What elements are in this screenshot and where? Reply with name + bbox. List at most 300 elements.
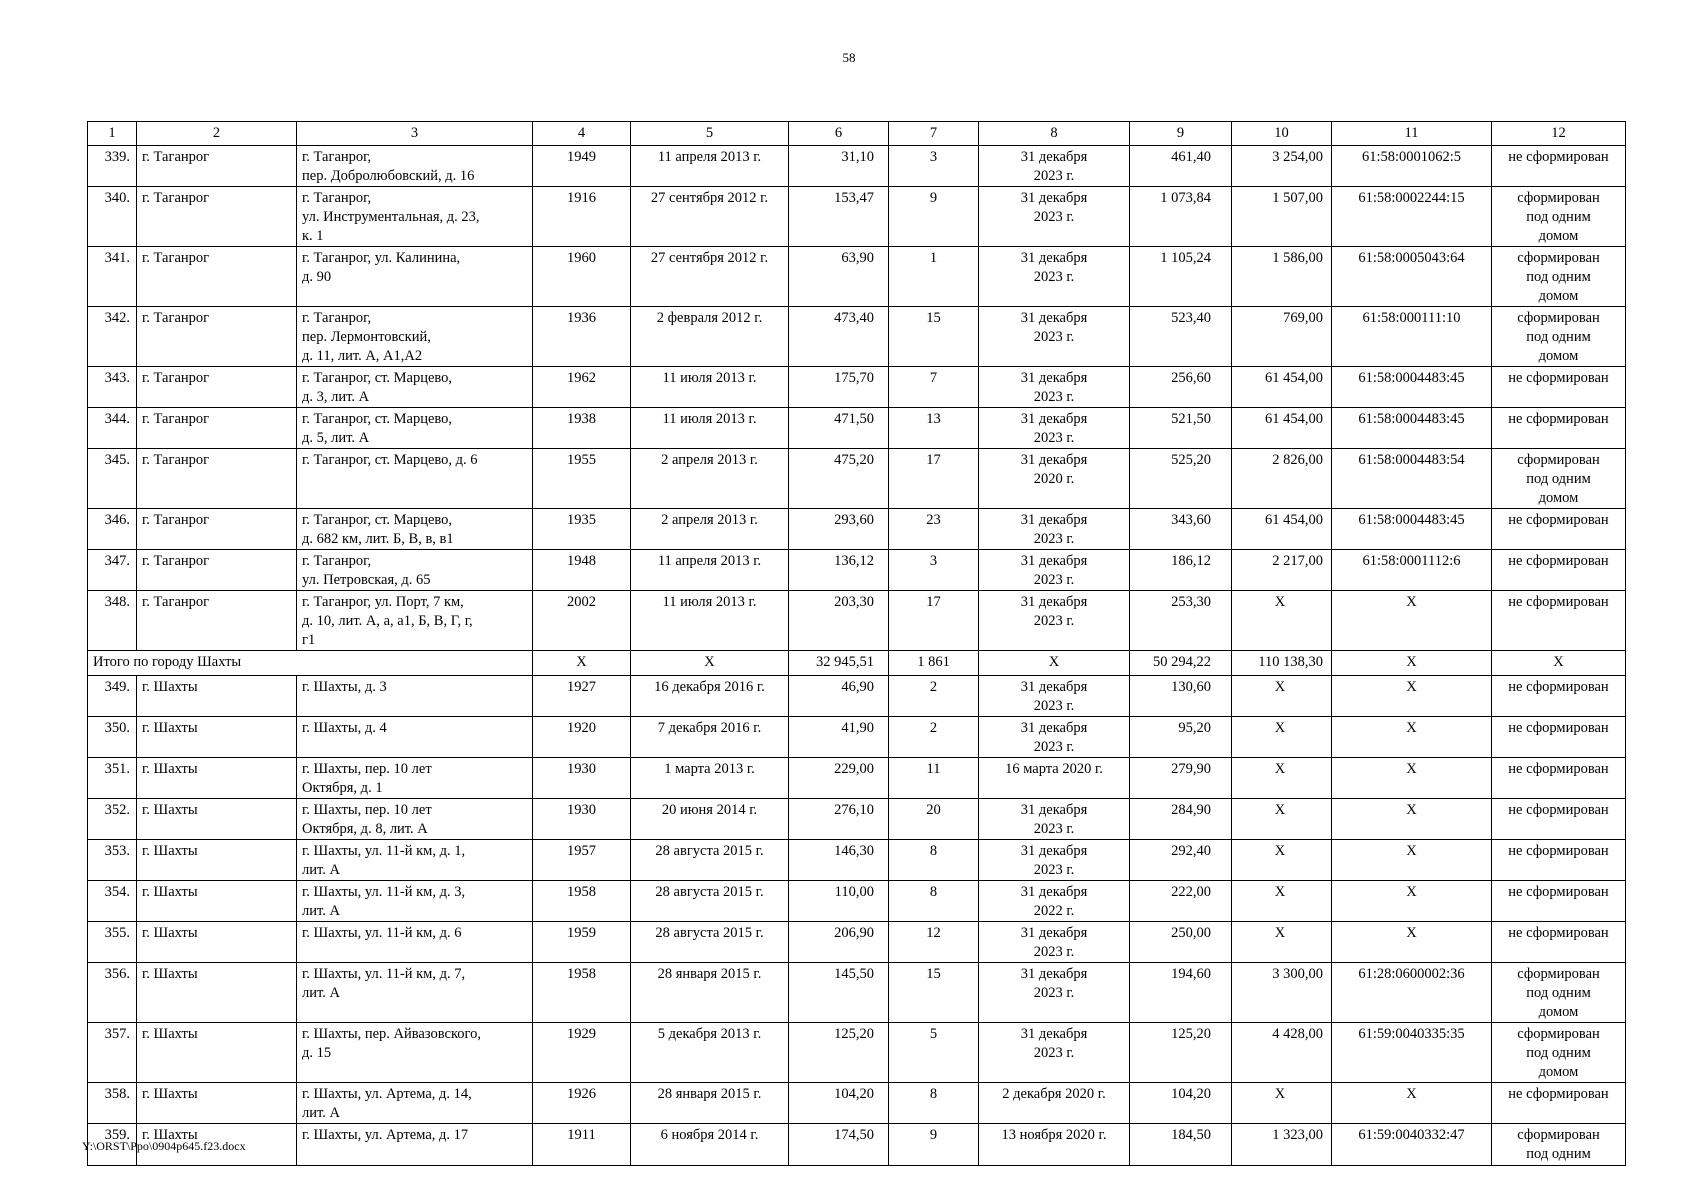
table-row bbox=[88, 509, 1626, 550]
city-cell: г. Шахты bbox=[137, 717, 297, 758]
date-cell: 2 апреля 2013 г. bbox=[631, 509, 789, 550]
people-cell: 15 bbox=[889, 963, 979, 1023]
deadline-cell: 13 ноября 2020 г. bbox=[979, 1124, 1130, 1166]
area-cell: 175,70 bbox=[789, 367, 889, 408]
year-cell: 1959 bbox=[533, 922, 631, 963]
city-cell: г. Таганрог bbox=[137, 367, 297, 408]
address-cell: г. Таганрог, ул. Петровская, д. 65 bbox=[297, 550, 533, 591]
area2-cell: 1 073,84 bbox=[1130, 187, 1232, 247]
land-area-cell: 61 454,00 bbox=[1232, 509, 1332, 550]
cadastre-cell: 61:59:0040335:35 bbox=[1332, 1023, 1492, 1083]
row-number: 358. bbox=[88, 1083, 137, 1124]
address-cell: г. Таганрог, пер. Добролюбовский, д. 16 bbox=[297, 146, 533, 187]
year-cell: 1960 bbox=[533, 247, 631, 307]
year-cell: 1930 bbox=[533, 799, 631, 840]
deadline-cell: 31 декабря 2023 г. bbox=[979, 550, 1130, 591]
status-cell: не сформирован bbox=[1492, 758, 1626, 799]
area2-cell: 186,12 bbox=[1130, 550, 1232, 591]
table-row bbox=[88, 1083, 1626, 1124]
people-cell: 3 bbox=[889, 550, 979, 591]
status-cell: сформирован под одним домом bbox=[1492, 247, 1626, 307]
people-cell: 5 bbox=[889, 1023, 979, 1083]
year-cell: 1930 bbox=[533, 758, 631, 799]
year-cell: 1958 bbox=[533, 881, 631, 922]
year-cell: 1911 bbox=[533, 1124, 631, 1166]
land-area-cell: Х bbox=[1232, 1083, 1332, 1124]
year-cell: 1948 bbox=[533, 550, 631, 591]
address-cell: г. Таганрог, ст. Марцево, д. 6 bbox=[297, 449, 533, 509]
status-cell: не сформирован bbox=[1492, 1083, 1626, 1124]
city-cell: г. Таганрог bbox=[137, 509, 297, 550]
table-row bbox=[88, 717, 1626, 758]
date-cell: 1 марта 2013 г. bbox=[631, 758, 789, 799]
area-cell: 63,90 bbox=[789, 247, 889, 307]
total-year-cell: Х bbox=[533, 651, 631, 676]
address-cell: г. Шахты, д. 4 bbox=[297, 717, 533, 758]
status-cell: не сформирован bbox=[1492, 717, 1626, 758]
row-number: 351. bbox=[88, 758, 137, 799]
area-cell: 46,90 bbox=[789, 676, 889, 717]
people-cell: 7 bbox=[889, 367, 979, 408]
people-cell: 9 bbox=[889, 187, 979, 247]
cadastre-cell: Х bbox=[1332, 922, 1492, 963]
city-cell: г. Таганрог bbox=[137, 187, 297, 247]
cadastre-cell: 61:58:0005043:64 bbox=[1332, 247, 1492, 307]
date-cell: 11 апреля 2013 г. bbox=[631, 550, 789, 591]
people-cell: 1 bbox=[889, 247, 979, 307]
date-cell: 7 декабря 2016 г. bbox=[631, 717, 789, 758]
address-cell: г. Таганрог, ст. Марцево, д. 5, лит. А bbox=[297, 408, 533, 449]
row-number: 343. bbox=[88, 367, 137, 408]
year-cell: 1955 bbox=[533, 449, 631, 509]
date-cell: 28 августа 2015 г. bbox=[631, 922, 789, 963]
row-number: 340. bbox=[88, 187, 137, 247]
table-row bbox=[88, 449, 1626, 509]
table-row bbox=[88, 922, 1626, 963]
area2-cell: 184,50 bbox=[1130, 1124, 1232, 1166]
cadastre-cell: 61:58:0004483:45 bbox=[1332, 509, 1492, 550]
table-row bbox=[88, 799, 1626, 840]
city-cell: г. Шахты bbox=[137, 922, 297, 963]
deadline-cell: 31 декабря 2023 г. bbox=[979, 676, 1130, 717]
address-cell: г. Шахты, ул. 11-й км, д. 3, лит. А bbox=[297, 881, 533, 922]
address-cell: г. Шахты, пер. Айвазовского, д. 15 bbox=[297, 1023, 533, 1083]
date-cell: 20 июня 2014 г. bbox=[631, 799, 789, 840]
area-cell: 229,00 bbox=[789, 758, 889, 799]
deadline-cell: 31 декабря 2023 г. bbox=[979, 799, 1130, 840]
table-row bbox=[88, 963, 1626, 1023]
people-cell: 8 bbox=[889, 1083, 979, 1124]
land-area-cell: Х bbox=[1232, 676, 1332, 717]
cadastre-cell: Х bbox=[1332, 717, 1492, 758]
city-cell: г. Таганрог bbox=[137, 307, 297, 367]
date-cell: 28 января 2015 г. bbox=[631, 1083, 789, 1124]
row-number: 347. bbox=[88, 550, 137, 591]
table-row bbox=[88, 367, 1626, 408]
land-area-cell: 61 454,00 bbox=[1232, 408, 1332, 449]
area2-cell: 253,30 bbox=[1130, 591, 1232, 651]
row-number: 350. bbox=[88, 717, 137, 758]
date-cell: 16 декабря 2016 г. bbox=[631, 676, 789, 717]
address-cell: г. Шахты, ул. 11-й км, д. 1, лит. А bbox=[297, 840, 533, 881]
area2-cell: 1 105,24 bbox=[1130, 247, 1232, 307]
area2-cell: 125,20 bbox=[1130, 1023, 1232, 1083]
city-cell: г. Таганрог bbox=[137, 550, 297, 591]
people-cell: 20 bbox=[889, 799, 979, 840]
area-cell: 206,90 bbox=[789, 922, 889, 963]
area-cell: 203,30 bbox=[789, 591, 889, 651]
deadline-cell: 31 декабря 2023 г. bbox=[979, 509, 1130, 550]
file-path-footer: Y:\ORST\Ppo\0904p645.f23.docx bbox=[82, 1139, 246, 1153]
deadline-cell: 31 декабря 2023 г. bbox=[979, 922, 1130, 963]
land-area-cell: 2 826,00 bbox=[1232, 449, 1332, 509]
address-cell: г. Шахты, ул. Артема, д. 17 bbox=[297, 1124, 533, 1166]
deadline-cell: 31 декабря 2023 г. bbox=[979, 591, 1130, 651]
status-cell: не сформирован bbox=[1492, 591, 1626, 651]
land-area-cell: Х bbox=[1232, 591, 1332, 651]
total-deadline-cell: Х bbox=[979, 651, 1130, 676]
total-people-cell: 1 861 bbox=[889, 651, 979, 676]
table-row bbox=[88, 307, 1626, 367]
area-cell: 153,47 bbox=[789, 187, 889, 247]
row-number: 359. bbox=[88, 1124, 137, 1166]
year-cell: 1957 bbox=[533, 840, 631, 881]
address-cell: г. Шахты, ул. Артема, д. 14, лит. А bbox=[297, 1083, 533, 1124]
date-cell: 28 января 2015 г. bbox=[631, 963, 789, 1023]
date-cell: 6 ноября 2014 г. bbox=[631, 1124, 789, 1166]
column-number-row bbox=[88, 122, 1626, 146]
city-cell: г. Шахты bbox=[137, 881, 297, 922]
row-number: 342. bbox=[88, 307, 137, 367]
status-cell: сформирован под одним домом bbox=[1492, 307, 1626, 367]
date-cell: 28 августа 2015 г. bbox=[631, 840, 789, 881]
people-cell: 9 bbox=[889, 1124, 979, 1166]
people-cell: 11 bbox=[889, 758, 979, 799]
deadline-cell: 31 декабря 2023 г. bbox=[979, 307, 1130, 367]
land-area-cell: 769,00 bbox=[1232, 307, 1332, 367]
total-land-area-cell: 110 138,30 bbox=[1232, 651, 1332, 676]
row-number: 341. bbox=[88, 247, 137, 307]
column-number: 8 bbox=[979, 122, 1130, 146]
area-cell: 174,50 bbox=[789, 1124, 889, 1166]
date-cell: 27 сентября 2012 г. bbox=[631, 187, 789, 247]
cadastre-cell: 61:58:0001112:6 bbox=[1332, 550, 1492, 591]
column-number: 12 bbox=[1492, 122, 1626, 146]
row-number: 353. bbox=[88, 840, 137, 881]
date-cell: 5 декабря 2013 г. bbox=[631, 1023, 789, 1083]
table-row bbox=[88, 187, 1626, 247]
status-cell: сформирован под одним домом bbox=[1492, 449, 1626, 509]
cadastre-cell: Х bbox=[1332, 758, 1492, 799]
status-cell: не сформирован bbox=[1492, 408, 1626, 449]
deadline-cell: 31 декабря 2023 г. bbox=[979, 717, 1130, 758]
row-number: 355. bbox=[88, 922, 137, 963]
year-cell: 2002 bbox=[533, 591, 631, 651]
city-cell: г. Шахты bbox=[137, 799, 297, 840]
date-cell: 2 апреля 2013 г. bbox=[631, 449, 789, 509]
table-row bbox=[88, 550, 1626, 591]
deadline-cell: 31 декабря 2023 г. bbox=[979, 963, 1130, 1023]
area2-cell: 256,60 bbox=[1130, 367, 1232, 408]
land-area-cell: 1 507,00 bbox=[1232, 187, 1332, 247]
city-cell: г. Таганрог bbox=[137, 449, 297, 509]
people-cell: 8 bbox=[889, 840, 979, 881]
housing-table bbox=[87, 121, 1626, 1166]
column-number: 9 bbox=[1130, 122, 1232, 146]
land-area-cell: 4 428,00 bbox=[1232, 1023, 1332, 1083]
column-number: 2 bbox=[137, 122, 297, 146]
total-area-cell: 32 945,51 bbox=[789, 651, 889, 676]
status-cell: не сформирован bbox=[1492, 676, 1626, 717]
row-number: 348. bbox=[88, 591, 137, 651]
cadastre-cell: Х bbox=[1332, 840, 1492, 881]
city-cell: г. Таганрог bbox=[137, 146, 297, 187]
address-cell: г. Шахты, ул. 11-й км, д. 7, лит. А bbox=[297, 963, 533, 1023]
date-cell: 11 апреля 2013 г. bbox=[631, 146, 789, 187]
land-area-cell: Х bbox=[1232, 758, 1332, 799]
table-row bbox=[88, 758, 1626, 799]
page-number: 58 bbox=[842, 50, 856, 65]
column-number: 3 bbox=[297, 122, 533, 146]
land-area-cell: 2 217,00 bbox=[1232, 550, 1332, 591]
date-cell: 28 августа 2015 г. bbox=[631, 881, 789, 922]
year-cell: 1927 bbox=[533, 676, 631, 717]
city-cell: г. Шахты bbox=[137, 1124, 297, 1166]
deadline-cell: 2 декабря 2020 г. bbox=[979, 1083, 1130, 1124]
land-area-cell: 1 323,00 bbox=[1232, 1124, 1332, 1166]
address-cell: г. Таганрог, ул. Инструментальная, д. 23, к. 1 bbox=[297, 187, 533, 247]
year-cell: 1938 bbox=[533, 408, 631, 449]
area-cell: 293,60 bbox=[789, 509, 889, 550]
cadastre-cell: Х bbox=[1332, 881, 1492, 922]
cadastre-cell: Х bbox=[1332, 676, 1492, 717]
area-cell: 471,50 bbox=[789, 408, 889, 449]
status-cell: сформирован под одним домом bbox=[1492, 963, 1626, 1023]
area-cell: 41,90 bbox=[789, 717, 889, 758]
area-cell: 276,10 bbox=[789, 799, 889, 840]
area2-cell: 279,90 bbox=[1130, 758, 1232, 799]
city-cell: г. Таганрог bbox=[137, 247, 297, 307]
cadastre-cell: Х bbox=[1332, 591, 1492, 651]
total-status-cell: Х bbox=[1492, 651, 1626, 676]
area2-cell: 292,40 bbox=[1130, 840, 1232, 881]
deadline-cell: 31 декабря 2023 г. bbox=[979, 146, 1130, 187]
land-area-cell: 3 254,00 bbox=[1232, 146, 1332, 187]
year-cell: 1920 bbox=[533, 717, 631, 758]
address-cell: г. Таганрог, пер. Лермонтовский, д. 11, лит. А, А1,А2 bbox=[297, 307, 533, 367]
column-number: 4 bbox=[533, 122, 631, 146]
status-cell: сформирован под одним домом bbox=[1492, 1023, 1626, 1083]
total-row bbox=[88, 651, 1626, 676]
people-cell: 8 bbox=[889, 881, 979, 922]
year-cell: 1936 bbox=[533, 307, 631, 367]
city-cell: г. Шахты bbox=[137, 840, 297, 881]
row-number: 357. bbox=[88, 1023, 137, 1083]
table-row bbox=[88, 1023, 1626, 1083]
total-label: Итого по городу Шахты bbox=[88, 651, 533, 676]
area2-cell: 521,50 bbox=[1130, 408, 1232, 449]
land-area-cell: 1 586,00 bbox=[1232, 247, 1332, 307]
people-cell: 17 bbox=[889, 449, 979, 509]
row-number: 344. bbox=[88, 408, 137, 449]
area2-cell: 194,60 bbox=[1130, 963, 1232, 1023]
cadastre-cell: 61:58:0004483:54 bbox=[1332, 449, 1492, 509]
row-number: 345. bbox=[88, 449, 137, 509]
area2-cell: 130,60 bbox=[1130, 676, 1232, 717]
area-cell: 475,20 bbox=[789, 449, 889, 509]
people-cell: 12 bbox=[889, 922, 979, 963]
area2-cell: 523,40 bbox=[1130, 307, 1232, 367]
area2-cell: 104,20 bbox=[1130, 1083, 1232, 1124]
land-area-cell: Х bbox=[1232, 840, 1332, 881]
total-date-cell: Х bbox=[631, 651, 789, 676]
deadline-cell: 31 декабря 2023 г. bbox=[979, 408, 1130, 449]
land-area-cell: Х bbox=[1232, 881, 1332, 922]
table-row bbox=[88, 881, 1626, 922]
land-area-cell: Х bbox=[1232, 717, 1332, 758]
date-cell: 2 февраля 2012 г. bbox=[631, 307, 789, 367]
year-cell: 1916 bbox=[533, 187, 631, 247]
year-cell: 1949 bbox=[533, 146, 631, 187]
area-cell: 31,10 bbox=[789, 146, 889, 187]
row-number: 352. bbox=[88, 799, 137, 840]
people-cell: 17 bbox=[889, 591, 979, 651]
table-row bbox=[88, 408, 1626, 449]
area-cell: 136,12 bbox=[789, 550, 889, 591]
cadastre-cell: 61:28:0600002:36 bbox=[1332, 963, 1492, 1023]
area2-cell: 250,00 bbox=[1130, 922, 1232, 963]
address-cell: г. Таганрог, ст. Марцево, д. 682 км, лит. Б, В, в, в1 bbox=[297, 509, 533, 550]
column-number: 1 bbox=[88, 122, 137, 146]
column-number: 5 bbox=[631, 122, 789, 146]
total-area2-cell: 50 294,22 bbox=[1130, 651, 1232, 676]
people-cell: 15 bbox=[889, 307, 979, 367]
address-cell: г. Таганрог, ст. Марцево, д. 3, лит. А bbox=[297, 367, 533, 408]
city-cell: г. Таганрог bbox=[137, 591, 297, 651]
table-row bbox=[88, 146, 1626, 187]
cadastre-cell: 61:59:0040332:47 bbox=[1332, 1124, 1492, 1166]
deadline-cell: 31 декабря 2023 г. bbox=[979, 247, 1130, 307]
cadastre-cell: 61:58:0004483:45 bbox=[1332, 408, 1492, 449]
deadline-cell: 16 марта 2020 г. bbox=[979, 758, 1130, 799]
area2-cell: 95,20 bbox=[1130, 717, 1232, 758]
status-cell: не сформирован bbox=[1492, 840, 1626, 881]
city-cell: г. Шахты bbox=[137, 1083, 297, 1124]
area2-cell: 525,20 bbox=[1130, 449, 1232, 509]
deadline-cell: 31 декабря 2020 г. bbox=[979, 449, 1130, 509]
row-number: 346. bbox=[88, 509, 137, 550]
table-row bbox=[88, 247, 1626, 307]
year-cell: 1958 bbox=[533, 963, 631, 1023]
area-cell: 145,50 bbox=[789, 963, 889, 1023]
address-cell: г. Шахты, ул. 11-й км, д. 6 bbox=[297, 922, 533, 963]
total-cadastre-cell: Х bbox=[1332, 651, 1492, 676]
date-cell: 11 июля 2013 г. bbox=[631, 591, 789, 651]
row-number: 349. bbox=[88, 676, 137, 717]
people-cell: 2 bbox=[889, 717, 979, 758]
address-cell: г. Таганрог, ул. Калинина, д. 90 bbox=[297, 247, 533, 307]
row-number: 356. bbox=[88, 963, 137, 1023]
year-cell: 1929 bbox=[533, 1023, 631, 1083]
city-cell: г. Шахты bbox=[137, 1023, 297, 1083]
area-cell: 125,20 bbox=[789, 1023, 889, 1083]
land-area-cell: Х bbox=[1232, 922, 1332, 963]
city-cell: г. Таганрог bbox=[137, 408, 297, 449]
status-cell: не сформирован bbox=[1492, 367, 1626, 408]
column-number: 10 bbox=[1232, 122, 1332, 146]
year-cell: 1962 bbox=[533, 367, 631, 408]
area-cell: 110,00 bbox=[789, 881, 889, 922]
people-cell: 3 bbox=[889, 146, 979, 187]
area2-cell: 222,00 bbox=[1130, 881, 1232, 922]
status-cell: не сформирован bbox=[1492, 881, 1626, 922]
status-cell: сформирован под одним bbox=[1492, 1124, 1626, 1166]
year-cell: 1926 bbox=[533, 1083, 631, 1124]
area-cell: 473,40 bbox=[789, 307, 889, 367]
date-cell: 27 сентября 2012 г. bbox=[631, 247, 789, 307]
people-cell: 23 bbox=[889, 509, 979, 550]
cadastre-cell: 61:58:0001062:5 bbox=[1332, 146, 1492, 187]
people-cell: 2 bbox=[889, 676, 979, 717]
status-cell: не сформирован bbox=[1492, 146, 1626, 187]
address-cell: г. Шахты, пер. 10 лет Октября, д. 1 bbox=[297, 758, 533, 799]
column-number: 6 bbox=[789, 122, 889, 146]
city-cell: г. Шахты bbox=[137, 676, 297, 717]
cadastre-cell: Х bbox=[1332, 1083, 1492, 1124]
cadastre-cell: 61:58:0002244:15 bbox=[1332, 187, 1492, 247]
row-number: 354. bbox=[88, 881, 137, 922]
column-number: 7 bbox=[889, 122, 979, 146]
date-cell: 11 июля 2013 г. bbox=[631, 367, 789, 408]
table-row bbox=[88, 840, 1626, 881]
status-cell: не сформирован bbox=[1492, 922, 1626, 963]
deadline-cell: 31 декабря 2023 г. bbox=[979, 367, 1130, 408]
address-cell: г. Шахты, пер. 10 лет Октября, д. 8, лит. А bbox=[297, 799, 533, 840]
deadline-cell: 31 декабря 2022 г. bbox=[979, 881, 1130, 922]
table-row bbox=[88, 591, 1626, 651]
row-number: 339. bbox=[88, 146, 137, 187]
status-cell: не сформирован bbox=[1492, 550, 1626, 591]
city-cell: г. Шахты bbox=[137, 963, 297, 1023]
table-row bbox=[88, 1124, 1626, 1166]
deadline-cell: 31 декабря 2023 г. bbox=[979, 840, 1130, 881]
column-number: 11 bbox=[1332, 122, 1492, 146]
address-cell: г. Шахты, д. 3 bbox=[297, 676, 533, 717]
table-row bbox=[88, 676, 1626, 717]
area2-cell: 284,90 bbox=[1130, 799, 1232, 840]
land-area-cell: 3 300,00 bbox=[1232, 963, 1332, 1023]
status-cell: не сформирован bbox=[1492, 509, 1626, 550]
status-cell: не сформирован bbox=[1492, 799, 1626, 840]
area-cell: 104,20 bbox=[789, 1083, 889, 1124]
cadastre-cell: 61:58:0004483:45 bbox=[1332, 367, 1492, 408]
deadline-cell: 31 декабря 2023 г. bbox=[979, 1023, 1130, 1083]
deadline-cell: 31 декабря 2023 г. bbox=[979, 187, 1130, 247]
people-cell: 13 bbox=[889, 408, 979, 449]
area2-cell: 343,60 bbox=[1130, 509, 1232, 550]
area-cell: 146,30 bbox=[789, 840, 889, 881]
land-area-cell: 61 454,00 bbox=[1232, 367, 1332, 408]
year-cell: 1935 bbox=[533, 509, 631, 550]
cadastre-cell: 61:58:000111:10 bbox=[1332, 307, 1492, 367]
date-cell: 11 июля 2013 г. bbox=[631, 408, 789, 449]
cadastre-cell: Х bbox=[1332, 799, 1492, 840]
address-cell: г. Таганрог, ул. Порт, 7 км, д. 10, лит. А, а, а1, Б, В, Г, г, г1 bbox=[297, 591, 533, 651]
city-cell: г. Шахты bbox=[137, 758, 297, 799]
land-area-cell: Х bbox=[1232, 799, 1332, 840]
area2-cell: 461,40 bbox=[1130, 146, 1232, 187]
status-cell: сформирован под одним домом bbox=[1492, 187, 1626, 247]
